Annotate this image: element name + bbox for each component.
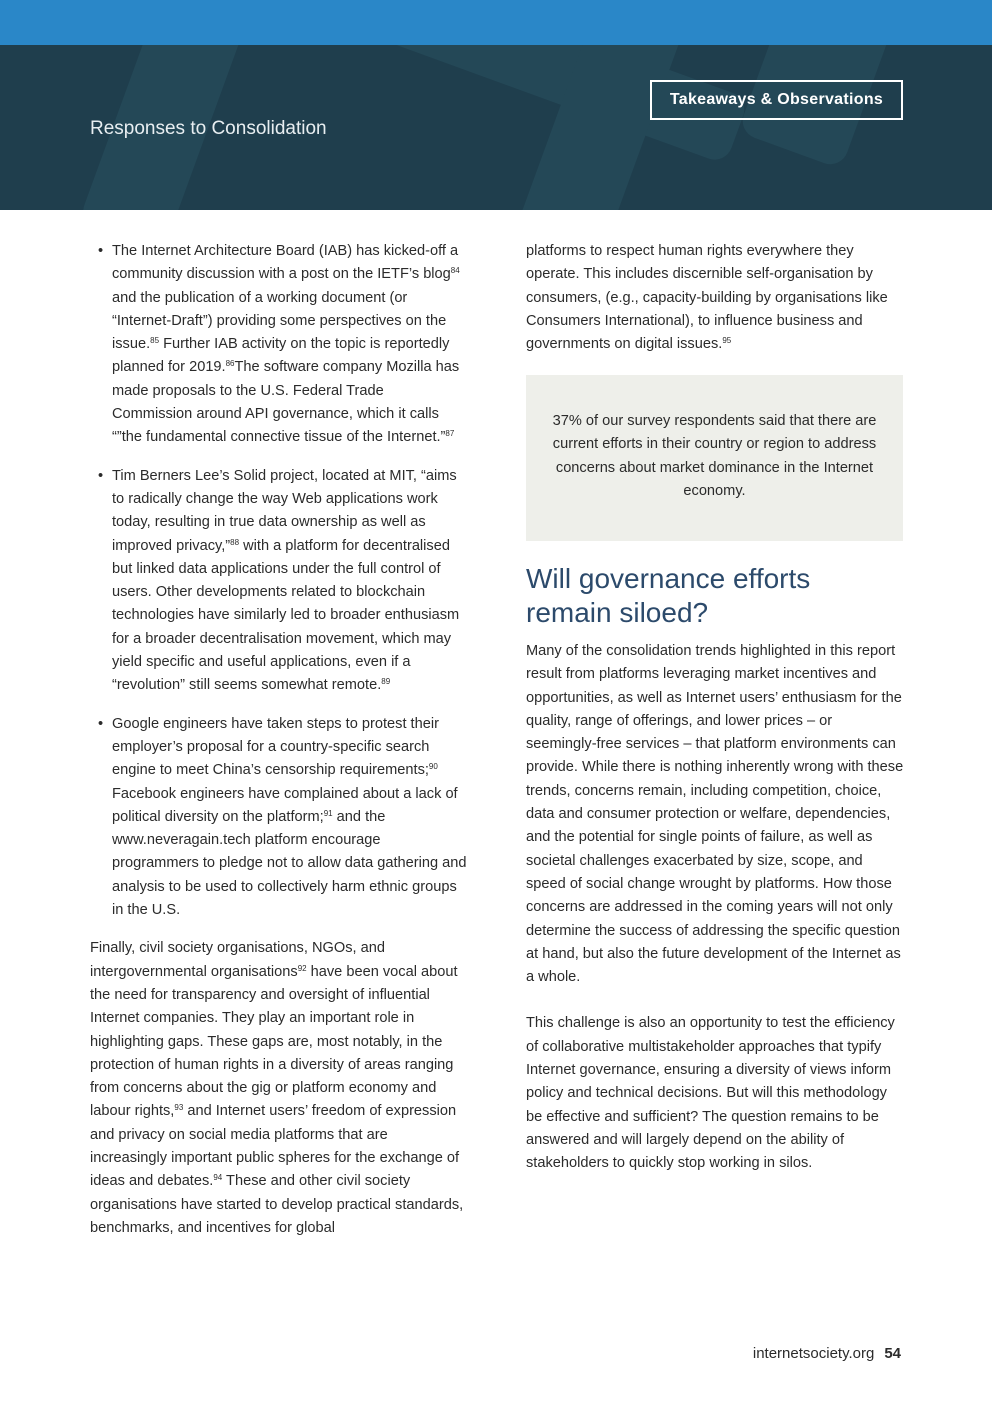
page-number: 54 (884, 1345, 901, 1362)
right-column-continuation (526, 240, 904, 356)
footnote-ref: 88 (230, 537, 240, 547)
footnote-ref: 93 (174, 1103, 184, 1113)
footnote-ref: 86 (225, 359, 235, 369)
text-run: The Internet Architecture Board (IAB) has kicked-off a community discussion with a post on the IETF’s blog (112, 243, 459, 283)
footnote-ref: 85 (150, 336, 160, 346)
footer-site: internetsociety.org (752, 1345, 875, 1362)
top-accent-bar (0, 0, 992, 45)
text-run: Facebook engineers have complained about a lack of political diversity on the platform; (112, 785, 458, 825)
text-run: platforms to respect human rights everywhere they operate. This includes discernible self-organisation by consumers, (e.g., capacity-building by organisations like Consumers International), to influence business and governments on digital issues. (526, 243, 888, 353)
footnote-ref: 89 (381, 677, 391, 687)
survey-callout (526, 375, 903, 541)
continuation-paragraph (526, 240, 904, 356)
text-run: and Internet users’ freedom of expression and privacy on social media platforms that are increasingly important public spheres for the exchange of ideas and debates. (90, 1103, 460, 1190)
section-title: Responses to Consolidation (90, 118, 327, 139)
text-run: and the www.neveragain.tech platform encourage programmers to pledge not to allow data gathering and analysis to be used to collectively harm ethnic groups in the U.S. (112, 808, 467, 919)
section-heading: Will governance efforts remain siloed? (526, 563, 811, 628)
text-run: Tim Berners Lee’s Solid project, located at MIT, “aims to radically change the way Web applications work today, resulting in true data ownership as well as improved privacy,” (112, 467, 457, 554)
bullet-item (90, 713, 468, 923)
bullet-list (90, 240, 468, 922)
text-run: Further IAB activity on the topic is reportedly planned for 2019. (112, 336, 450, 376)
text-run: have been vocal about the need for transparency and oversight of influential Internet companies. They play an important role in highlighting gaps. These gaps are, most notably, in the protection of human rights in a diversity of areas ranging from concerns about the gig or platform economy and labour rights, (90, 963, 458, 1120)
right-column-body (526, 640, 904, 1176)
footnote-ref: 90 (428, 762, 438, 772)
text-run: These and other civil society organisations have started to develop practical standards, benchmarks, and incentives for global (90, 1173, 464, 1236)
body-paragraph (90, 937, 468, 1240)
footnote-ref: 91 (323, 808, 333, 818)
body-paragraph-1: Many of the consolidation trends highlighted in this report result from platforms leveraging market incentives and opportunities, as well as Internet users’ enthusiasm for the quality, range of offerings, and lower prices – or seemingly-free services – that platform environments can provide. While there is nothing inherently wrong with these trends, concerns remain, including competition, choice, data and consumer protection or welfare, dependencies, and the potential for single points of failure, as well as societal challenges exacerbated by size, scope, and speed of social change wrought by platforms. How those concerns are addressed in the coming years will not only determine the success of addressing the specific question at hand, but also the future development of the Internet as a whole. (526, 643, 904, 986)
body-paragraph-2: This challenge is also an opportunity to test the efficiency of collaborative multistakeholder approaches that typify Internet governance, ensuring a diversity of views inform policy and technical decisions. But will this methodology be effective and sufficient? The question remains to be answered and will largely depend on the ability of stakeholders to quickly stop working in silos. (526, 1015, 895, 1172)
text-run: Google engineers have taken steps to protest their employer’s proposal for a country-specific search engine to meet China’s censorship requirements; (112, 715, 439, 779)
footnote-ref: 87 (445, 429, 455, 439)
section-tag: Takeaways & Observations (650, 80, 903, 120)
text-run: Finally, civil society organisations, NGOs, and intergovernmental organisations (90, 940, 385, 980)
text-run: with a platform for decentralised but linked data applications under the full control of users. Other developments related to blockchain technologies have similarly led to broader enthusiasm for a broader decentralisation movement, which may yield specific and useful applications, even if a “revolution” still seems somewhat remote. (112, 537, 460, 694)
bullet-item (90, 465, 468, 698)
footnote-ref: 84 (450, 266, 460, 276)
callout-text: 37% of our survey respondents said that there are current efforts in their country or region to address concerns about market dominance in the Internet economy. (552, 413, 877, 499)
footnote-ref: 94 (213, 1173, 223, 1183)
left-column (90, 240, 468, 1240)
page-footer (753, 1345, 901, 1362)
footnote-ref: 95 (722, 336, 732, 346)
bullet-item (90, 240, 468, 450)
text-run: and the publication of a working document (or “Internet-Draft”) providing some perspectives on the issue. (112, 289, 447, 353)
footnote-ref: 92 (297, 963, 307, 973)
text-run: The software company Mozilla has made proposals to the U.S. Federal Trade Commission around API governance, which it calls “”the fundamental connective tissue of the Internet.” (112, 359, 460, 446)
